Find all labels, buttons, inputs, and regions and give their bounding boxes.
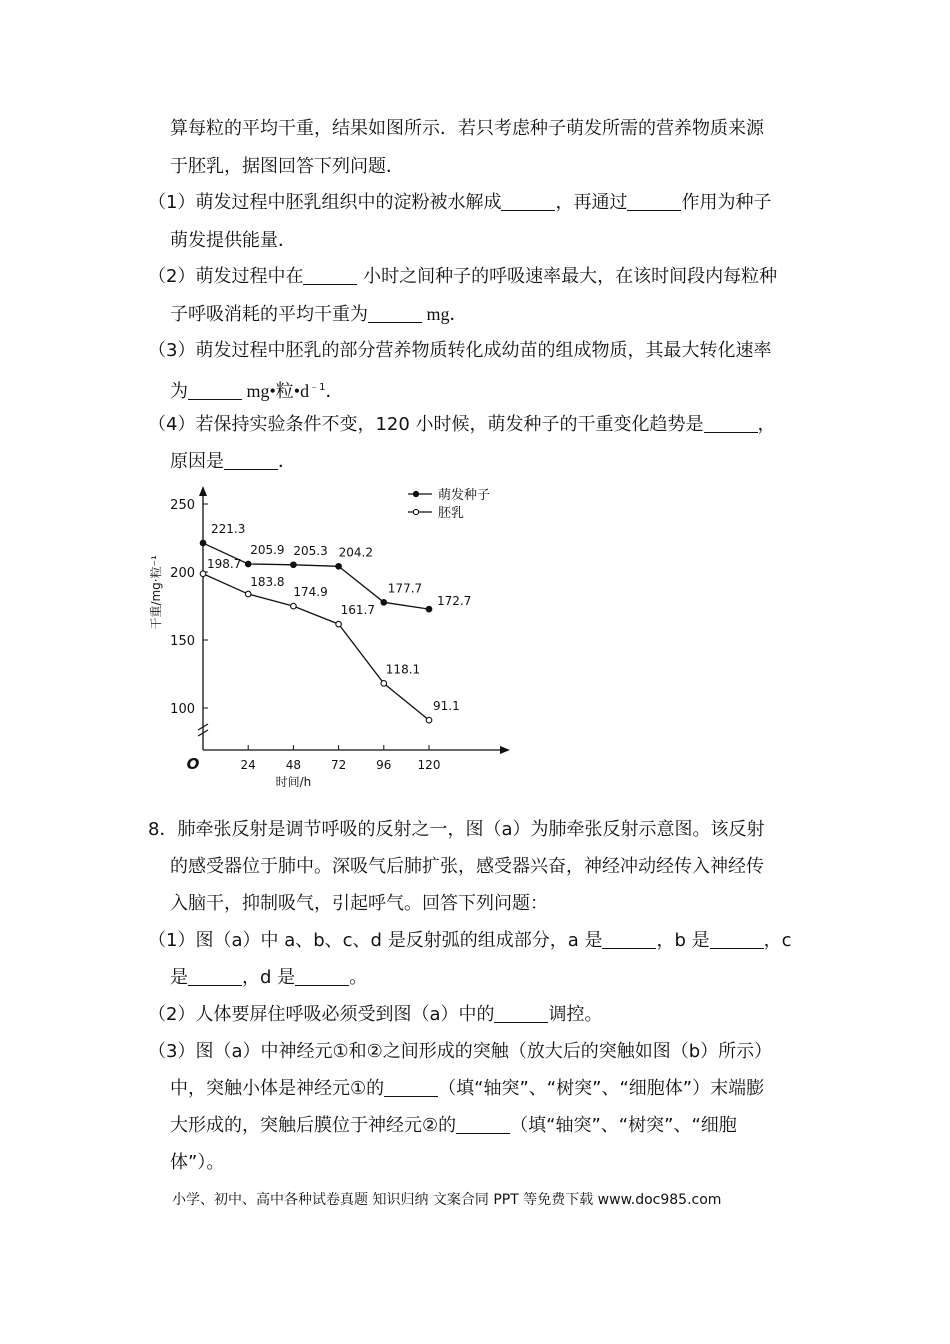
blank[interactable] xyxy=(188,969,242,986)
data-point xyxy=(245,591,251,597)
y-tick-label: 100 xyxy=(170,702,195,717)
data-point xyxy=(291,603,297,609)
blank[interactable] xyxy=(456,1117,510,1134)
data-point xyxy=(200,540,206,546)
chart-legend xyxy=(408,488,490,521)
data-label: 177.7 xyxy=(387,581,423,596)
data-label: 205.3 xyxy=(293,543,328,558)
blank[interactable] xyxy=(368,306,422,323)
intro-line-2: 于胚乳，据图回答下列问题． xyxy=(170,156,404,177)
q8-part1-line2: 是 ，d 是 。 xyxy=(170,967,368,988)
data-label: 183.8 xyxy=(250,575,285,590)
footer-text: 小学、初中、高中各种试卷真题 知识归纳 文案合同 PPT 等免费下载 www.doc985.com xyxy=(172,1192,722,1208)
blank[interactable] xyxy=(704,416,758,433)
data-label: 205.9 xyxy=(250,542,285,557)
chart-marks xyxy=(200,522,471,723)
data-point xyxy=(381,681,387,687)
chart-axes xyxy=(148,486,510,789)
data-label: 161.7 xyxy=(340,603,375,618)
blank[interactable] xyxy=(384,1080,438,1097)
data-point xyxy=(336,621,342,627)
q8-line3: 入脑干，抑制吸气，引起呼气。回答下列问题： xyxy=(170,893,548,914)
blank[interactable] xyxy=(602,932,656,949)
x-tick-label: 24 xyxy=(240,758,256,772)
data-point xyxy=(381,600,387,606)
data-label: 118.1 xyxy=(385,662,421,677)
blank[interactable] xyxy=(494,1006,548,1023)
blank[interactable] xyxy=(710,932,764,949)
intro-line-1: 算每粒的平均干重，结果如图所示．若只考虑种子萌发所需的营养物质来源 xyxy=(170,118,764,139)
x-tick-label: 48 xyxy=(285,758,302,772)
data-label: 172.7 xyxy=(437,594,472,609)
data-point xyxy=(291,562,297,568)
data-label: 204.2 xyxy=(338,545,373,560)
data-point xyxy=(200,571,206,577)
legend-marker xyxy=(413,509,418,514)
data-label: 198.7 xyxy=(207,556,242,571)
q8-part3-line1: （3）图（a）中神经元①和②之间形成的突触（放大后的突触如图（b）所示） xyxy=(148,1041,773,1062)
q7-part4-line2: 原因是 ． xyxy=(170,451,296,472)
q7-part1-line1: （1）萌发过程中胚乳组织中的淀粉被水解成 ，再通过 作用为种子 xyxy=(148,192,772,213)
blank[interactable] xyxy=(188,383,242,400)
data-label: 91.1 xyxy=(433,699,460,714)
data-label: 221.3 xyxy=(211,522,246,537)
y-tick-label: 250 xyxy=(170,498,195,513)
blank[interactable] xyxy=(303,268,357,285)
legend-label: 萌发种子 xyxy=(438,488,491,503)
y-tick-label: 150 xyxy=(170,634,195,649)
blank[interactable] xyxy=(627,194,681,211)
x-tick-label: 120 xyxy=(417,758,441,772)
q7-part2-line1: （2）萌发过程中在 小时之间种子的呼吸速率最大，在该时间段内每粒种 xyxy=(148,266,778,287)
q8-line2: 的感受器位于肺中。深吸气后肺扩张，感受器兴奋，神经冲动经传入神经传 xyxy=(170,856,764,877)
q7-part3-line1: （3）萌发过程中胚乳的部分营养物质转化成幼苗的组成物质，其最大转化速率 xyxy=(148,340,772,361)
data-point xyxy=(336,563,342,569)
y-axis-arrow xyxy=(199,486,207,496)
blank[interactable] xyxy=(295,969,349,986)
q8-part1-line1: （1）图（a）中 a、b、c、d 是反射弧的组成部分，a 是 ，b 是 ，c xyxy=(148,930,792,951)
data-point xyxy=(245,561,251,567)
y-axis-title: 干重/mg·粒⁻¹ xyxy=(149,555,163,630)
q8-part3-line4: 体”）。 xyxy=(170,1152,225,1173)
q8-line1: 8．肺牵张反射是调节呼吸的反射之一，图（a）为肺牵张反射示意图。该反射 xyxy=(148,819,765,840)
y-tick-label: 200 xyxy=(170,566,195,581)
q8-part3-line3: 大形成的，突触后膜位于神经元②的 （填“轴突”、“树突”、“细胞 xyxy=(170,1115,737,1136)
x-tick-label: 72 xyxy=(330,758,347,772)
legend-label: 胚乳 xyxy=(438,506,465,521)
data-point xyxy=(426,606,432,612)
x-axis-title: 时间/h xyxy=(275,775,312,789)
q8-part2-line: （2）人体要屏住呼吸必须受到图（a）中的 调控。 xyxy=(148,1004,603,1025)
x-axis-arrow xyxy=(500,746,510,754)
q8-part3-line2: 中，突触小体是神经元①的 （填“轴突”、“树突”、“细胞体”）末端膨 xyxy=(170,1078,765,1099)
blank[interactable] xyxy=(501,194,555,211)
legend-marker xyxy=(413,491,418,496)
q7-part4-line1: （4）若保持实验条件不变，120 小时候，萌发种子的干重变化趋势是 ， xyxy=(148,414,776,435)
q7-part1-line2: 萌发提供能量． xyxy=(170,230,296,251)
data-label: 174.9 xyxy=(293,585,328,600)
q7-part2-line2: 子呼吸消耗的平均干重为 mg． xyxy=(170,304,468,325)
data-point xyxy=(426,717,432,723)
dry-weight-chart xyxy=(140,478,530,790)
q7-part3-line2: 为 mg•粒$•d^{﹣1}$． xyxy=(170,381,344,402)
x-tick-label: 96 xyxy=(376,758,392,772)
blank[interactable] xyxy=(224,453,278,470)
x-tick-label: O xyxy=(186,755,200,773)
